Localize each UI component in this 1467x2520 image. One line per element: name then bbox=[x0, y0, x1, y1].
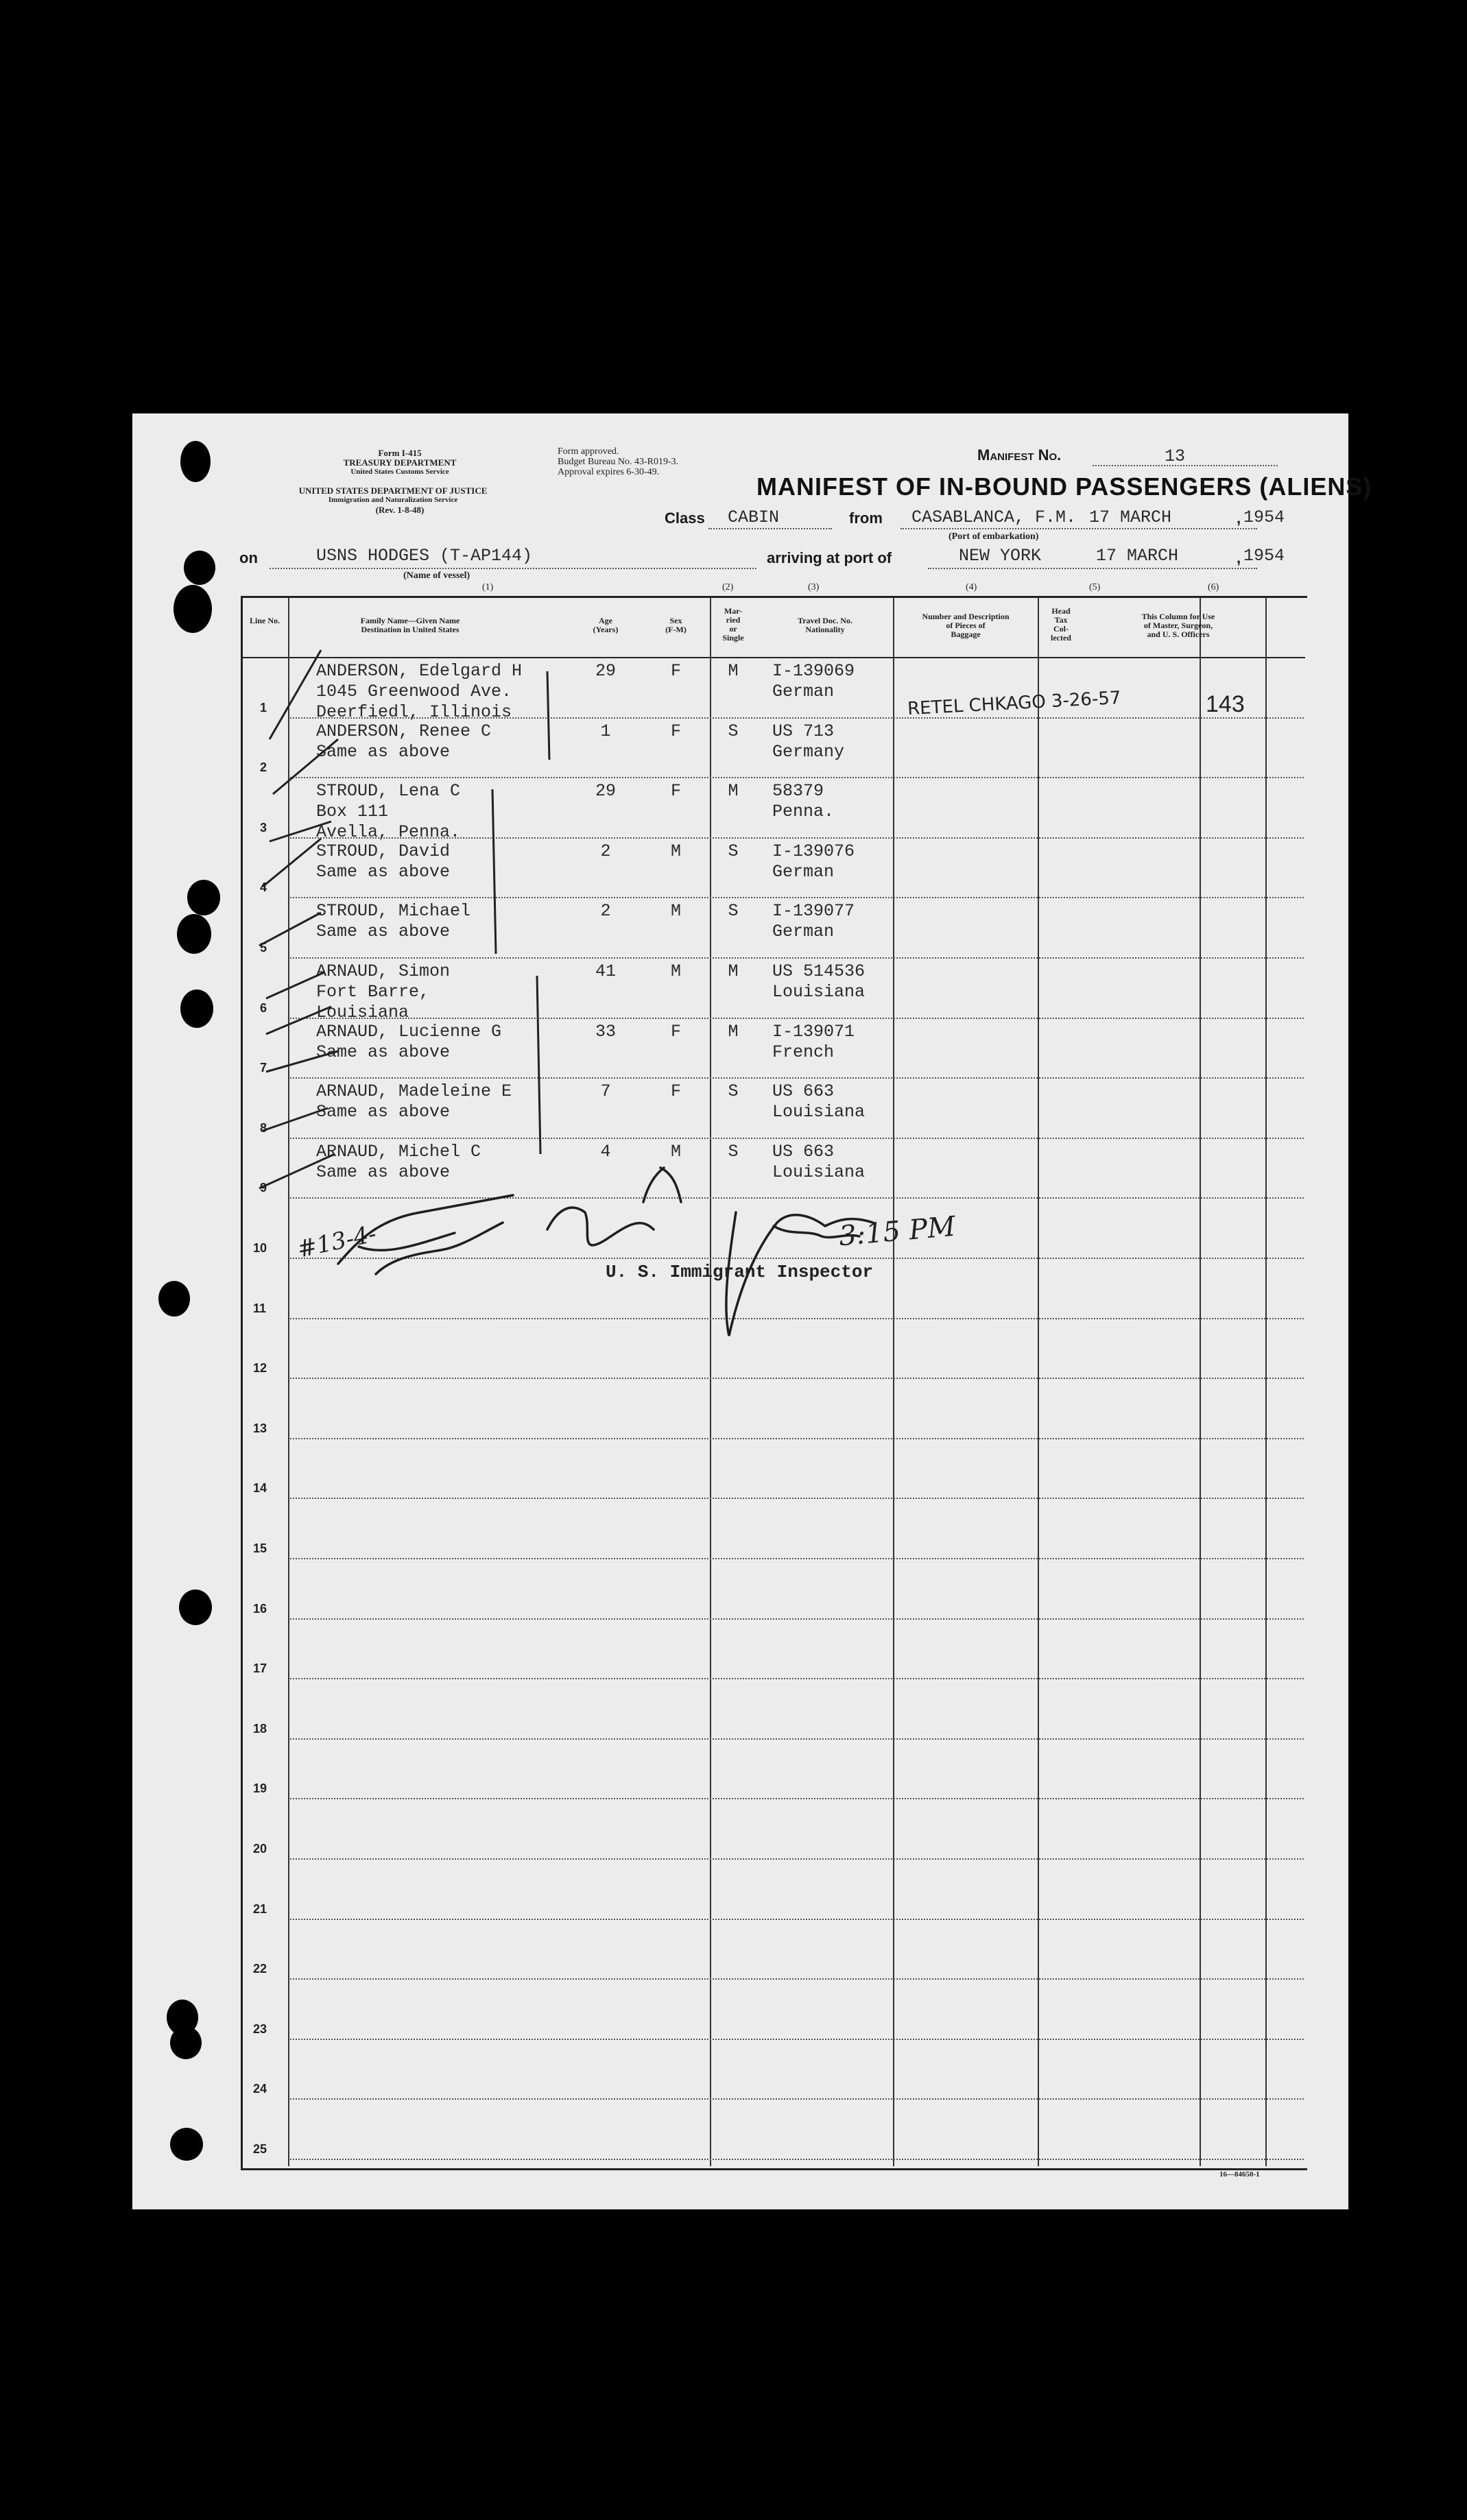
passenger-sex: F bbox=[670, 721, 681, 741]
passenger-travel-doc: I-139069 German bbox=[772, 661, 855, 701]
justice-dept: UNITED STATES DEPARTMENT OF JUSTICE bbox=[298, 485, 488, 496]
line-number: 20 bbox=[253, 1842, 267, 1856]
line-number: 21 bbox=[253, 1901, 267, 1916]
class-label: Class bbox=[665, 509, 705, 527]
col-number-2: (2) bbox=[722, 582, 734, 592]
passenger-name: STROUD, Michael Same as above bbox=[316, 901, 471, 942]
passenger-sex: F bbox=[670, 661, 681, 681]
passenger-travel-doc: US 663 Louisiana bbox=[772, 1081, 866, 1123]
passenger-name: STROUD, Lena C Box 111 Avella, Penna. bbox=[316, 781, 461, 843]
passenger-married: S bbox=[728, 1141, 739, 1162]
passenger-age: 7 bbox=[600, 1081, 611, 1102]
line-number: 25 bbox=[253, 2142, 267, 2156]
header-travel-doc: Travel Doc. No. Nationality bbox=[798, 616, 852, 634]
port-embarkation-caption: (Port of embarkation) bbox=[949, 531, 1039, 542]
passenger-travel-doc: I-139076 German bbox=[772, 841, 855, 882]
passenger-sex: M bbox=[670, 901, 681, 922]
vessel-name: USNS HODGES (T-AP144) bbox=[316, 546, 533, 566]
line-number: 14 bbox=[253, 1481, 267, 1496]
passenger-sex: M bbox=[670, 961, 681, 981]
customs-service: United States Customs Service bbox=[350, 468, 449, 476]
passenger-married: M bbox=[728, 1021, 739, 1042]
treasury-dept: TREASURY DEPARTMENT bbox=[343, 457, 457, 468]
passenger-married: S bbox=[728, 841, 739, 861]
header-married: Mar- ried or Single bbox=[722, 606, 744, 643]
budget-bureau: Budget Bureau No. 43-R019-3. bbox=[558, 457, 679, 467]
header-age: Age (Years) bbox=[593, 616, 619, 634]
passenger-age: 2 bbox=[600, 841, 611, 861]
passenger-married: S bbox=[728, 901, 739, 922]
line-number: 19 bbox=[253, 1781, 267, 1796]
manifest-page bbox=[132, 413, 1372, 2209]
passenger-married: S bbox=[728, 721, 739, 741]
passenger-sex: M bbox=[670, 841, 681, 861]
revision-date: (Rev. 1-8-48) bbox=[375, 505, 425, 515]
passenger-name: ARNAUD, Simon Fort Barre, Louisiana bbox=[316, 961, 451, 1022]
line-number: 1 bbox=[260, 700, 267, 715]
passenger-age: 29 bbox=[595, 781, 616, 802]
passenger-travel-doc: 58379 Penna. bbox=[772, 781, 835, 822]
passenger-age: 29 bbox=[595, 661, 616, 681]
arriving-label: arriving at port of bbox=[767, 549, 892, 566]
passenger-age: 4 bbox=[600, 1141, 611, 1162]
passenger-age: 1 bbox=[600, 721, 611, 741]
handwritten-time: 3:15 PM bbox=[837, 1210, 957, 1253]
passenger-age: 2 bbox=[600, 901, 611, 922]
line-number: 17 bbox=[253, 1661, 267, 1676]
line-number: 12 bbox=[253, 1361, 267, 1376]
comma: , bbox=[1237, 549, 1241, 566]
header-sex: Sex (F-M) bbox=[665, 616, 687, 634]
line-number: 13 bbox=[253, 1421, 267, 1435]
line-number: 3 bbox=[260, 820, 267, 835]
col-number-5: (5) bbox=[1089, 582, 1101, 592]
passenger-married: S bbox=[728, 1081, 739, 1102]
on-label: on bbox=[239, 549, 258, 566]
passenger-name: ANDERSON, Renee C Same as above bbox=[316, 721, 492, 762]
line-number: 15 bbox=[253, 1541, 267, 1555]
line-number: 23 bbox=[253, 2021, 267, 2036]
comma: , bbox=[1237, 509, 1241, 527]
passenger-sex: F bbox=[670, 781, 681, 802]
handwritten-left-note: #13-4- bbox=[295, 1220, 379, 1264]
passenger-name: STROUD, David Same as above bbox=[316, 841, 451, 882]
header-name: Family Name—Given Name Destination in United States bbox=[360, 616, 460, 634]
line-number: 10 bbox=[253, 1241, 267, 1255]
line-number: 22 bbox=[253, 1962, 267, 1976]
line-number: 7 bbox=[260, 1061, 267, 1075]
line-number: 18 bbox=[253, 1721, 267, 1736]
passenger-sex: F bbox=[670, 1021, 681, 1042]
col-number-4: (4) bbox=[966, 582, 977, 592]
passenger-name: ARNAUD, Michel C Same as above bbox=[316, 1141, 481, 1182]
line-number: 8 bbox=[260, 1120, 267, 1135]
passenger-married: M bbox=[728, 661, 739, 681]
header-line-no: Line No. bbox=[249, 616, 280, 625]
arrival-port: NEW YORK bbox=[959, 546, 1042, 566]
col-number-3: (3) bbox=[808, 582, 820, 592]
from-label: from bbox=[849, 509, 883, 527]
line-number: 9 bbox=[260, 1181, 267, 1195]
inspector-caption: U. S. Immigrant Inspector bbox=[606, 1262, 874, 1282]
line-number: 6 bbox=[260, 1000, 267, 1015]
passenger-age: 33 bbox=[595, 1021, 616, 1042]
from-year: 1954 bbox=[1243, 507, 1285, 527]
col-number-6: (6) bbox=[1208, 582, 1219, 592]
form-number: Form I-415 bbox=[378, 448, 422, 458]
class-value: CABIN bbox=[728, 507, 780, 527]
inspector-signature bbox=[132, 413, 1348, 2209]
arrival-year: 1954 bbox=[1243, 546, 1285, 566]
line-number: 11 bbox=[253, 1301, 267, 1315]
baggage-note: RETEL CHKAGO 3-26-57 bbox=[907, 687, 1122, 720]
header-officers: This Column for Use of Master, Surgeon, and U. S. Officers bbox=[1141, 612, 1215, 639]
line-number: 16 bbox=[253, 1601, 267, 1616]
from-port: CASABLANCA, F.M. bbox=[911, 507, 1077, 527]
approval-expires: Approval expires 6-30-49. bbox=[558, 467, 660, 477]
passenger-age: 41 bbox=[595, 961, 616, 981]
officer-number: 143 bbox=[1206, 691, 1245, 717]
manifest-no-label: Manifest No. bbox=[977, 446, 1062, 464]
line-number: 2 bbox=[260, 760, 267, 775]
from-date: 17 MARCH bbox=[1089, 507, 1172, 527]
passenger-sex: F bbox=[670, 1081, 681, 1102]
line-number: 5 bbox=[260, 941, 267, 955]
passenger-name: ARNAUD, Lucienne G Same as above bbox=[316, 1021, 502, 1062]
passenger-travel-doc: I-139071 French bbox=[772, 1021, 855, 1062]
passenger-name: ANDERSON, Edelgard H 1045 Greenwood Ave. Deerfiedl, Illinois bbox=[316, 661, 523, 722]
passenger-name: ARNAUD, Madeleine E Same as above bbox=[316, 1081, 512, 1123]
passenger-travel-doc: US 514536 Louisiana bbox=[772, 961, 866, 1002]
passenger-sex: M bbox=[670, 1141, 681, 1162]
passenger-married: M bbox=[728, 961, 739, 981]
vessel-caption: (Name of vessel) bbox=[403, 571, 470, 581]
page-title: MANIFEST OF IN-BOUND PASSENGERS (ALIENS) bbox=[756, 472, 1372, 501]
passenger-married: M bbox=[728, 781, 739, 802]
arrival-date: 17 MARCH bbox=[1096, 546, 1179, 566]
passenger-travel-doc: I-139077 German bbox=[772, 901, 855, 942]
col-number-1: (1) bbox=[482, 582, 494, 592]
header-baggage: Number and Description of Pieces of Baggage bbox=[922, 612, 1010, 639]
header-head-tax: Head Tax Col- lected bbox=[1051, 606, 1071, 643]
passenger-travel-doc: US 713 Germany bbox=[772, 721, 845, 762]
form-approved: Form approved. bbox=[558, 446, 619, 457]
ins-service: Immigration and Naturalization Service bbox=[328, 496, 458, 504]
passenger-travel-doc: US 663 Louisiana bbox=[772, 1141, 866, 1182]
footer-code: 16—84650-1 bbox=[1219, 2170, 1260, 2179]
line-number: 4 bbox=[260, 880, 267, 895]
manifest-no-value: 13 bbox=[1165, 446, 1186, 466]
line-number: 24 bbox=[253, 2082, 267, 2096]
